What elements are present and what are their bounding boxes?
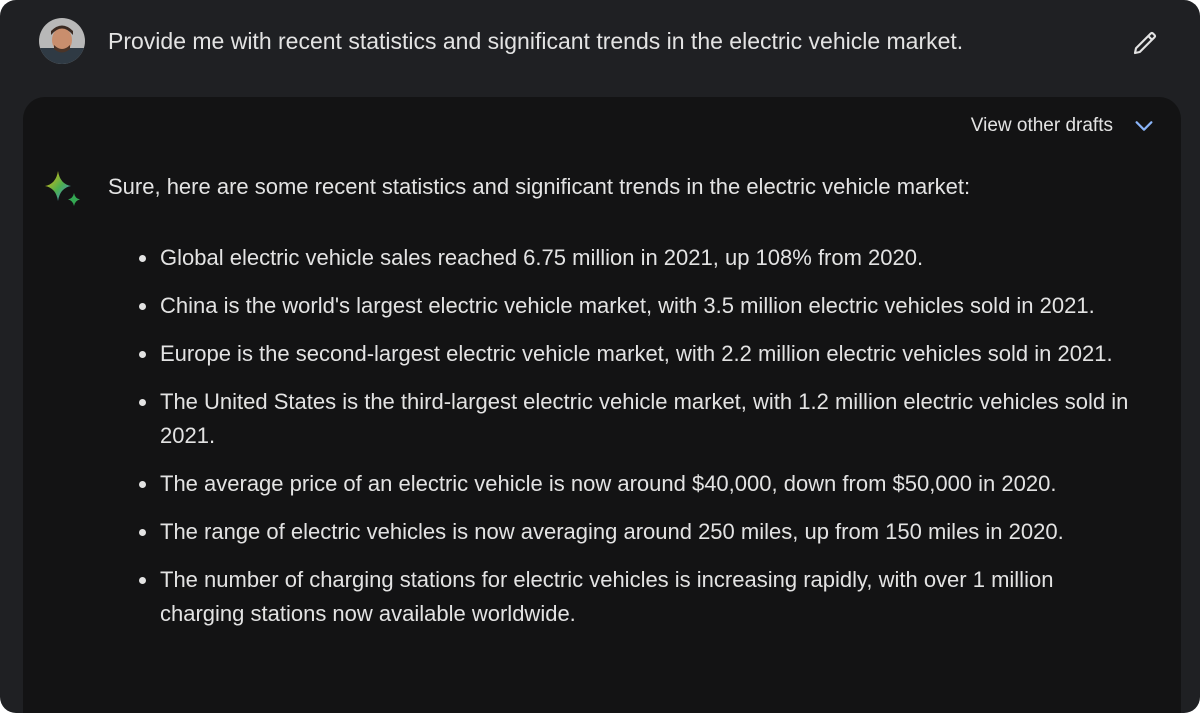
list-item [136,385,1136,453]
bullet-icon [139,303,146,310]
list-item-text: Global electric vehicle sales reached 6.75 million in 2021, up 108% from 2020. [160,245,924,270]
response-bullet-list [136,241,1136,645]
list-item [136,467,1136,501]
bullet-icon [139,577,146,584]
edit-prompt-button[interactable] [1126,24,1164,62]
bullet-icon [139,255,146,262]
response-card [23,97,1181,713]
prompt-text: Provide me with recent statistics and significant trends in the electric vehicle market. [108,28,964,54]
list-item-text: The United States is the third-largest electric vehicle market, with 1.2 million electric vehicles sold in 2021. [160,389,1129,448]
list-item-text: The number of charging stations for electric vehicles is increasing rapidly, with over 1 million charging stations now available worldwide. [160,567,1054,626]
list-item [136,241,1136,275]
view-other-drafts-button[interactable] [971,115,1155,137]
bullet-icon [139,529,146,536]
bullet-icon [139,351,146,358]
list-item-text: Europe is the second-largest electric vehicle market, with 2.2 million electric vehicles sold in 2021. [160,341,1113,366]
list-item [136,563,1136,631]
response-intro: Sure, here are some recent statistics and significant trends in the electric vehicle market: [108,174,971,199]
list-item [136,515,1136,549]
pencil-icon [1130,28,1160,58]
chevron-down-icon [1133,115,1155,137]
list-item [136,289,1136,323]
bullet-icon [139,399,146,406]
list-item-text: The average price of an electric vehicle is now around $40,000, down from $50,000 in 2020. [160,471,1057,496]
user-prompt-row [0,0,1200,90]
bullet-icon [139,481,146,488]
list-item [136,337,1136,371]
list-item-text: The range of electric vehicles is now averaging around 250 miles, up from 150 miles in 2020. [160,519,1064,544]
user-avatar[interactable] [39,18,85,64]
drafts-label: View other drafts [970,115,1113,136]
sparkle-icon [43,169,83,209]
list-item-text: China is the world's largest electric vehicle market, with 3.5 million electric vehicles sold in 2021. [160,293,1095,318]
